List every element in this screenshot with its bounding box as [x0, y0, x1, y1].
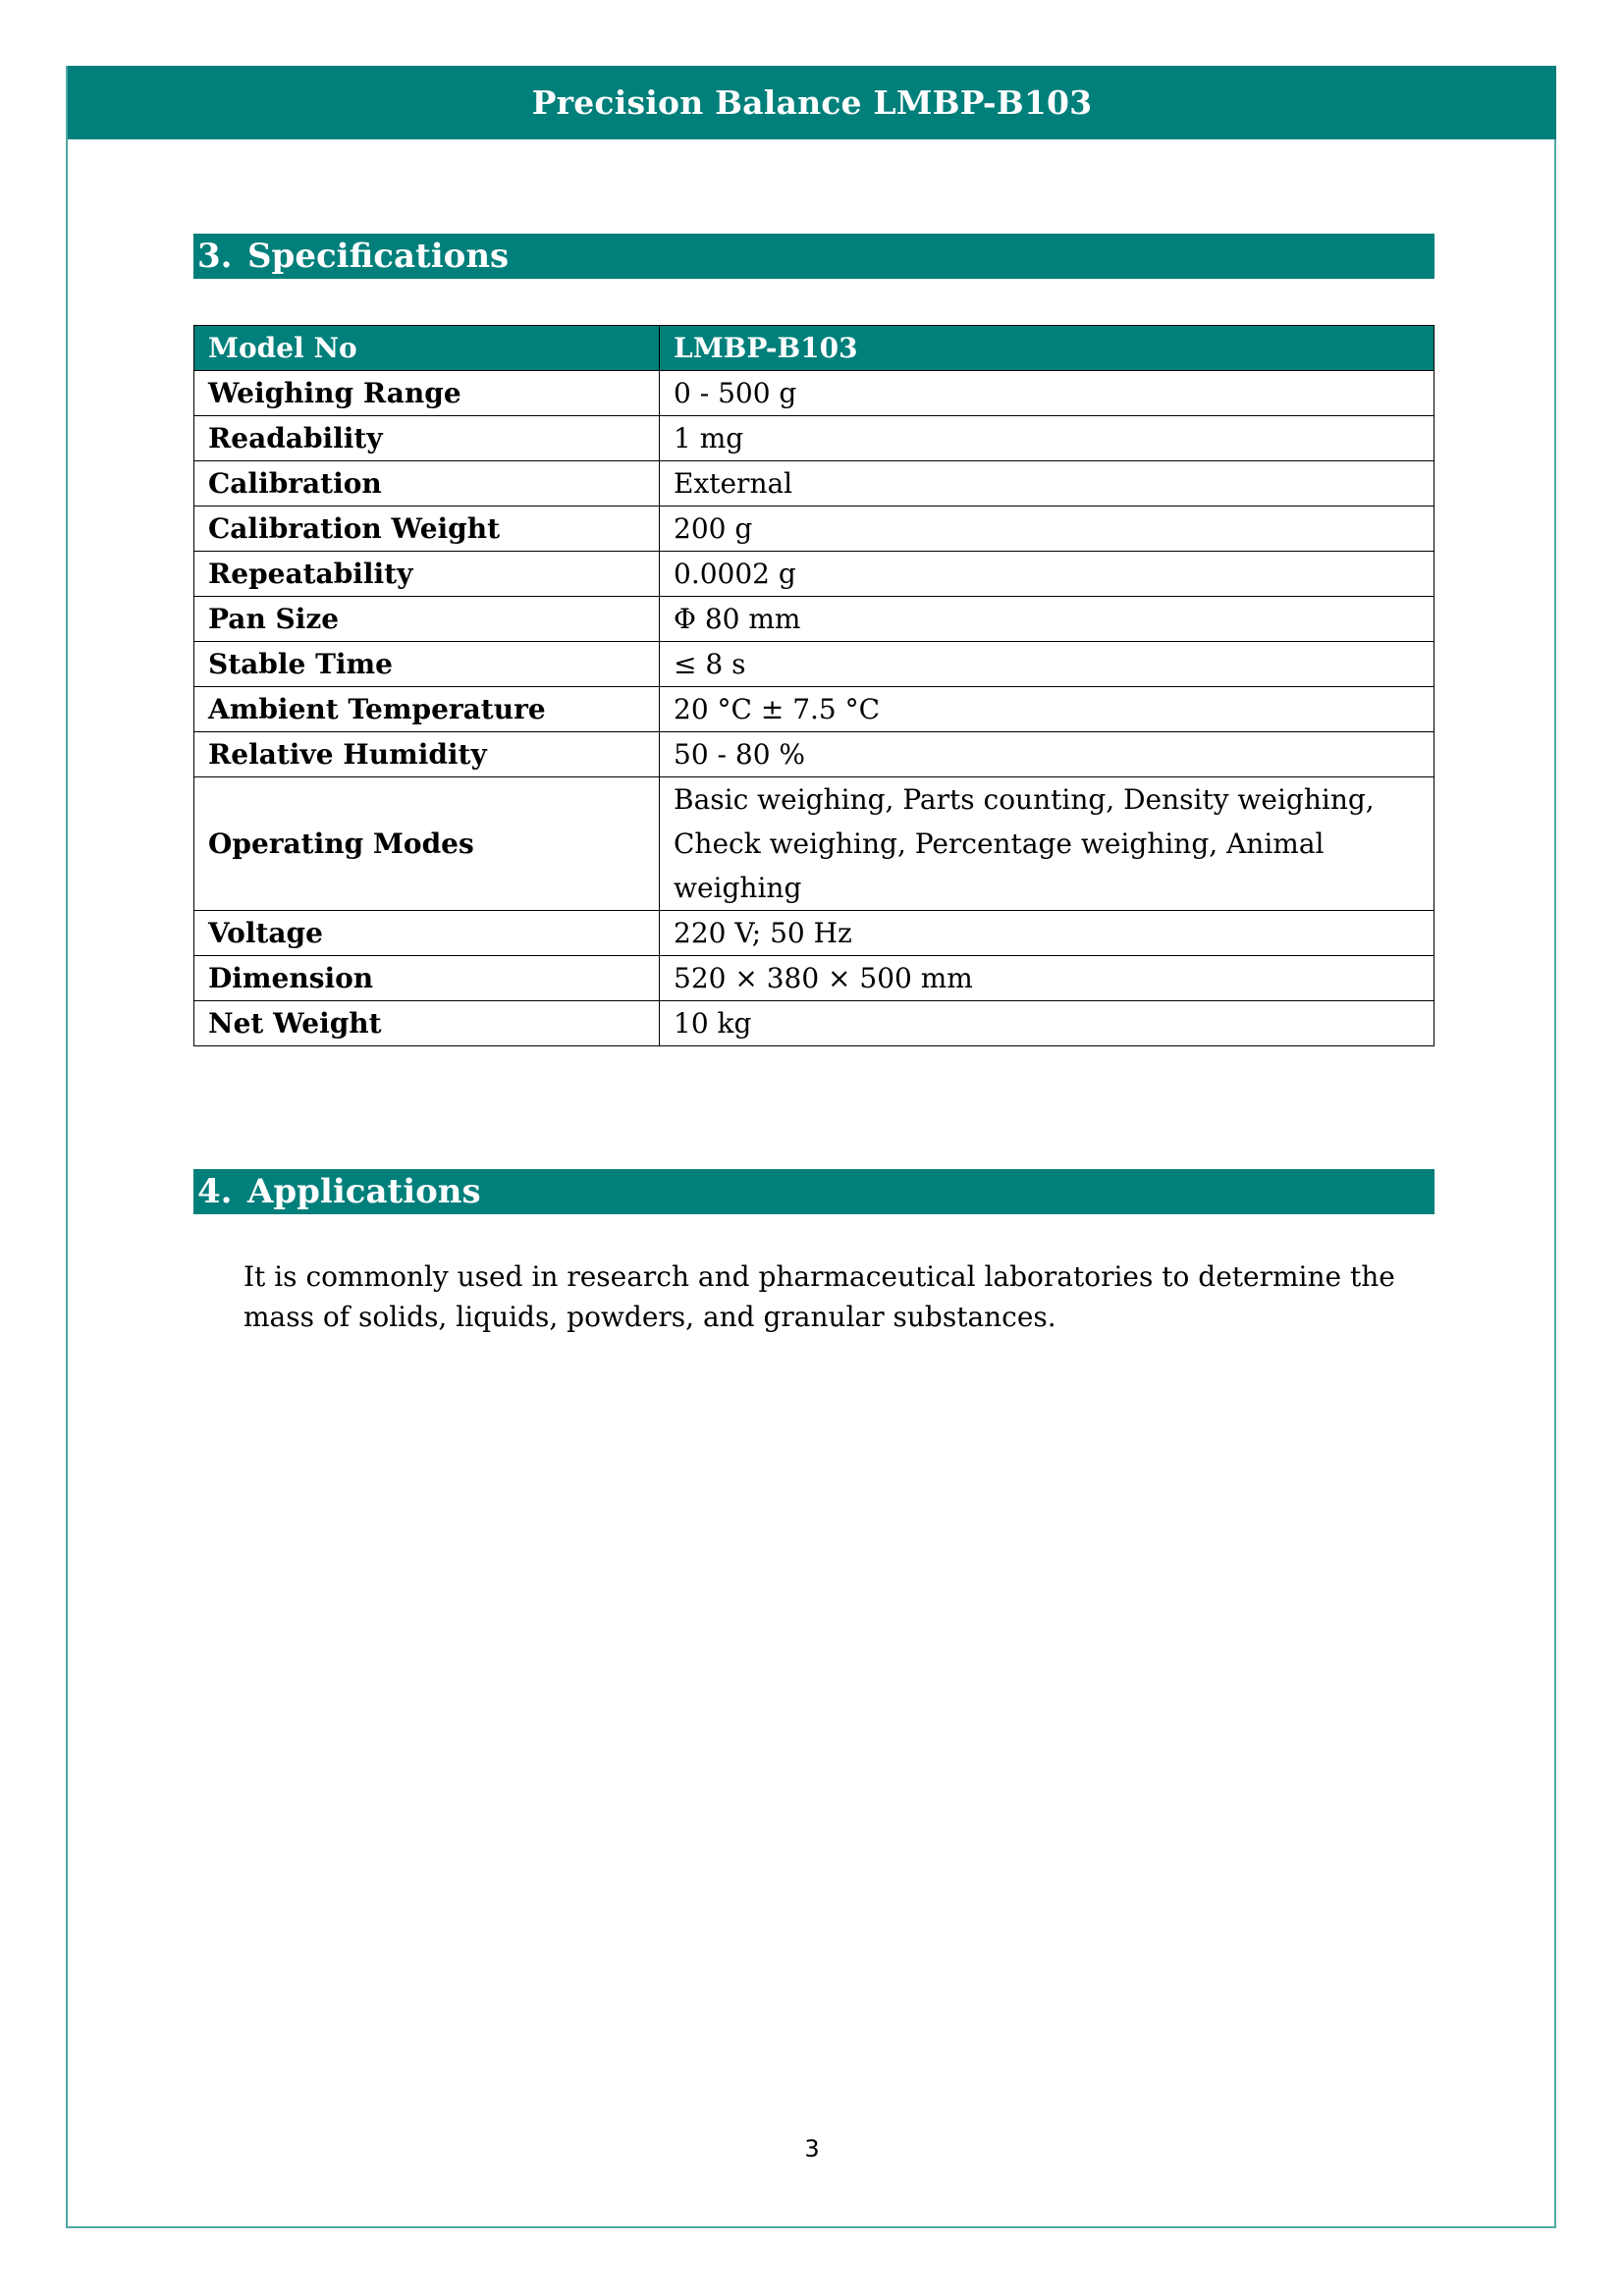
spec-key: Weighing Range — [194, 371, 660, 416]
table-row — [194, 911, 1435, 956]
spec-key: Calibration Weight — [194, 507, 660, 552]
table-row — [194, 597, 1435, 642]
document-title-bar — [68, 66, 1556, 139]
spec-key: Voltage — [194, 911, 660, 956]
spec-value: 50 - 80 % — [660, 732, 1435, 777]
spec-key: Net Weight — [194, 1001, 660, 1046]
spec-key: Repeatability — [194, 552, 660, 597]
spec-key: Relative Humidity — [194, 732, 660, 777]
spec-key: Pan Size — [194, 597, 660, 642]
applications-paragraph: It is commonly used in research and pharmaceutical laboratories to determine the mass of solids, liquids, powders, and granular substances. — [244, 1260, 1395, 1333]
spec-value: 10 kg — [660, 1001, 1435, 1046]
spec-value: 20 °C ± 7.5 °C — [660, 687, 1435, 732]
spec-value: 0 - 500 g — [660, 371, 1435, 416]
spec-key: Operating Modes — [194, 777, 660, 911]
spec-key: Calibration — [194, 461, 660, 507]
table-row — [194, 642, 1435, 687]
spec-key: Dimension — [194, 956, 660, 1001]
table-row — [194, 507, 1435, 552]
table-row — [194, 777, 1435, 911]
section-number: 3. — [197, 237, 233, 276]
header-key-cell: Model No — [194, 326, 660, 371]
spec-key: Ambient Temperature — [194, 687, 660, 732]
specifications-table — [193, 325, 1435, 1046]
document-title: Precision Balance LMBP-B103 — [531, 83, 1093, 122]
spec-value: 220 V; 50 Hz — [660, 911, 1435, 956]
table-row — [194, 732, 1435, 777]
header-value-cell: LMBP-B103 — [660, 326, 1435, 371]
spec-value: External — [660, 461, 1435, 507]
table-row — [194, 1001, 1435, 1046]
page-number: 3 — [804, 2135, 820, 2163]
spec-key: Readability — [194, 416, 660, 461]
spec-value: 200 g — [660, 507, 1435, 552]
table-row — [194, 461, 1435, 507]
section-header-specifications — [193, 234, 1435, 279]
spec-value: 0.0002 g — [660, 552, 1435, 597]
table-row — [194, 687, 1435, 732]
spec-value: 1 mg — [660, 416, 1435, 461]
spec-key: Stable Time — [194, 642, 660, 687]
table-header-row — [194, 326, 1435, 371]
table-row — [194, 371, 1435, 416]
spec-value: Basic weighing, Parts counting, Density weighing, Check weighing, Percentage weighing, Animal weighing — [660, 777, 1435, 911]
section-header-applications — [193, 1169, 1435, 1214]
spec-value: Φ 80 mm — [660, 597, 1435, 642]
spec-value: 520 × 380 × 500 mm — [660, 956, 1435, 1001]
section-number: 4. — [197, 1172, 233, 1211]
section-heading: Specifications — [247, 237, 510, 276]
section-heading: Applications — [247, 1172, 481, 1211]
spec-value: ≤ 8 s — [660, 642, 1435, 687]
table-row — [194, 416, 1435, 461]
table-row — [194, 956, 1435, 1001]
table-row — [194, 552, 1435, 597]
